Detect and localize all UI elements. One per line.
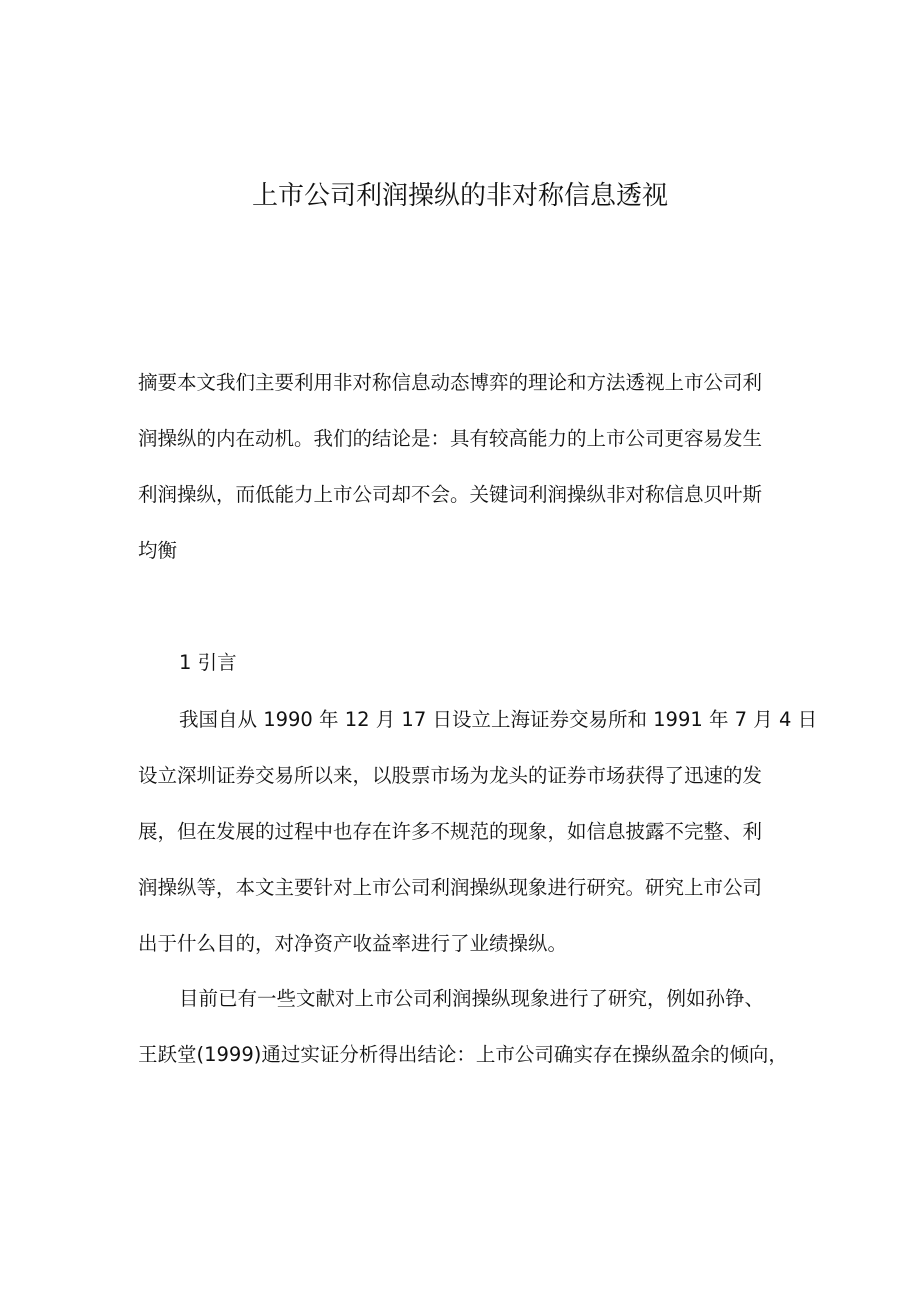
paragraph-line: 我国自从 1990 年 12 月 17 日设立上海证券交易所和 1991 年 7 月 4 日	[179, 708, 818, 731]
body-paragraph-1	[138, 692, 818, 972]
section-heading: 1 引言	[179, 651, 237, 674]
paragraph-line: 出于什么目的，对净资产收益率进行了业绩操纵。	[138, 932, 568, 955]
paragraph-line: 润操纵等，本文主要针对上市公司利润操纵现象进行研究。研究上市公司	[138, 876, 763, 899]
abstract-line: 利润操纵，而低能力上市公司却不会。关键词利润操纵非对称信息贝叶斯	[138, 483, 763, 506]
abstract-paragraph	[138, 355, 793, 579]
paragraph-line: 王跃堂(1999)通过实证分析得出结论：上市公司确实存在操纵盈余的倾向，	[138, 1043, 788, 1066]
body-paragraph-2	[138, 971, 793, 1083]
abstract-line: 润操纵的内在动机。我们的结论是：具有较高能力的上市公司更容易发生	[138, 427, 763, 450]
paragraph-line: 展，但在发展的过程中也存在许多不规范的现象，如信息披露不完整、利	[138, 820, 763, 843]
paragraph-line: 设立深圳证券交易所以来，以股票市场为龙头的证券市场获得了迅速的发	[138, 764, 763, 787]
abstract-line: 摘要本文我们主要利用非对称信息动态博弈的理论和方法透视上市公司利	[138, 371, 763, 394]
abstract-line: 均衡	[138, 539, 178, 562]
document-title: 上市公司利润操纵的非对称信息透视	[251, 181, 668, 211]
paragraph-line: 目前已有一些文献对上市公司利润操纵现象进行了研究，例如孙铮、	[179, 987, 765, 1010]
